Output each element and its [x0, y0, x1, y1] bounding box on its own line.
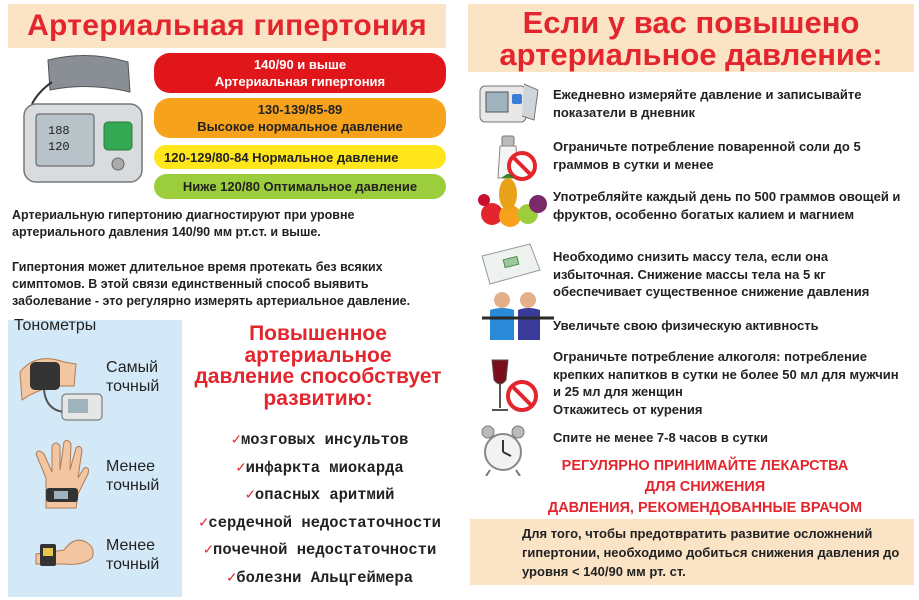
left-title: Артериальная гипертония	[27, 9, 427, 42]
check-icon: ✓	[231, 431, 241, 449]
risk-item	[190, 482, 450, 510]
risk-text: сердечной недостаточности	[208, 513, 441, 532]
tip-limit-alcohol	[553, 348, 903, 418]
right-title-bar	[468, 4, 914, 72]
scale-icon	[478, 240, 542, 288]
tip-measure-daily: Ежедневно измеряйте давление и записывайте показатели в дневник	[553, 87, 862, 120]
wrist-tonometer-icon	[24, 438, 98, 510]
risk-item	[190, 427, 450, 455]
medication-callout	[520, 456, 890, 519]
check-icon: ✓	[199, 513, 209, 532]
left-title-bar	[8, 4, 446, 48]
tip-quit-smoking: Откажитесь от курения	[553, 401, 703, 417]
right-title-line1: Если у вас повышено	[522, 5, 860, 40]
risk-item	[190, 565, 450, 593]
risk-title-line: артериальное	[244, 343, 392, 367]
callout-line: РЕГУЛЯРНО ПРИНИМАЙТЕ ЛЕКАРСТВА	[561, 458, 849, 474]
risk-list	[190, 427, 450, 593]
risk-title-line: давление способствует	[194, 365, 442, 388]
tonometer-label-line: точный	[106, 477, 160, 494]
bp-label: Высокое нормальное давление	[197, 119, 403, 134]
risk-text: мозговых инсультов	[240, 431, 409, 449]
tonometer-label-line: точный	[106, 556, 160, 573]
risk-item	[190, 455, 450, 483]
risk-title-line: Повышенное	[249, 322, 387, 345]
symptoms-paragraph: Гипертония может длительное время протекать без всяких симптомов. В этой связи единственный способ выявить заболевание - это регулярно измерять артериальное давление.	[12, 260, 411, 308]
risk-item	[190, 510, 450, 538]
arm-cuff-tonometer-icon	[16, 342, 106, 424]
tonometer-label-line: Менее	[106, 458, 156, 475]
check-icon: ✓	[236, 458, 246, 477]
svg-text:188: 188	[48, 124, 70, 138]
tip-eat-vegetables: Употребляйте каждый день по 500 граммов овощей и фруктов, особенно богатых калием и магнием	[553, 189, 901, 222]
bp-level-hypertension	[154, 53, 446, 93]
fruits-vegetables-icon	[478, 174, 552, 230]
check-icon: ✓	[226, 568, 237, 587]
finger-tonometer-icon	[34, 530, 98, 570]
tip-physical-activity: Увеличьте свою физическую активность	[553, 318, 819, 333]
risk-text: опасных аритмий	[254, 486, 395, 505]
tonometer-label-most-accurate	[106, 358, 159, 396]
bp-range: 140/90 и выше	[253, 57, 347, 72]
callout-line: ДАВЛЕНИЯ, РЕКОМЕНДОВАННЫЕ ВРАЧОМ	[547, 500, 863, 516]
no-alcohol-icon	[478, 356, 540, 418]
bp-range: 130-139/85-89	[257, 102, 343, 117]
right-title-line2: артериальное давление:	[499, 37, 883, 72]
tonometer-label-line: Самый	[106, 359, 159, 376]
risk-text: почечной недостаточности	[213, 541, 437, 560]
tonometer-label-less-accurate	[106, 536, 159, 574]
tip-limit-salt: Ограничьте потребление поваренной соли до 5 граммов в сутки и менее	[553, 139, 861, 172]
tonometer-label-line: Менее	[106, 537, 156, 554]
tip-lose-weight: Необходимо снизить массу тела, если она избыточная. Снижение массы тела на 5 кг обеспечивает существенное снижение давления	[553, 249, 870, 299]
tip-limit-alcohol-text: Ограничьте потребление алкоголя: потребление крепких напитков в сутки не более 50 мл для мужчин и 25 мл для женщин	[553, 349, 899, 399]
bp-level-high-normal	[154, 98, 446, 138]
tonometers-title: Тонометры	[14, 317, 97, 334]
target-pressure-note: Для того, чтобы предотвратить развитие осложнений гипертонии, необходимо добиться снижения давления до уровня < 140/90 мм рт. ст.	[470, 519, 914, 585]
risk-item	[190, 537, 450, 565]
check-icon: ✓	[203, 541, 214, 560]
bp-level-optimal	[154, 174, 446, 199]
risk-title-line: развитию:	[263, 386, 373, 410]
bp-monitor-diary-icon	[478, 80, 540, 128]
bp-label: Артериальная гипертония	[214, 74, 386, 89]
callout-line: ДЛЯ СНИЖЕНИЯ	[644, 479, 766, 495]
exercise-people-icon	[478, 290, 558, 340]
risk-text: болезни Альцгеймера	[236, 568, 414, 587]
bp-level-normal	[154, 145, 446, 169]
bp-label: Ниже 120/80 Оптимальное давление	[182, 179, 418, 194]
risk-text: инфаркта миокарда	[245, 458, 404, 477]
blood-pressure-monitor-icon	[18, 52, 148, 192]
tip-sleep: Спите не менее 7-8 часов в сутки	[553, 430, 768, 445]
svg-text:120: 120	[48, 140, 70, 154]
risk-title	[186, 323, 450, 409]
tonometer-label-less-accurate	[106, 457, 159, 495]
tonometer-label-line: точный	[106, 378, 160, 395]
diagnosis-paragraph: Артериальную гипертонию диагностируют при уровне артериального давления 140/90 мм рт.ст. и выше.	[12, 208, 355, 239]
check-icon: ✓	[245, 486, 255, 505]
bp-label: 120-129/80-84 Нормальное давление	[164, 149, 399, 165]
